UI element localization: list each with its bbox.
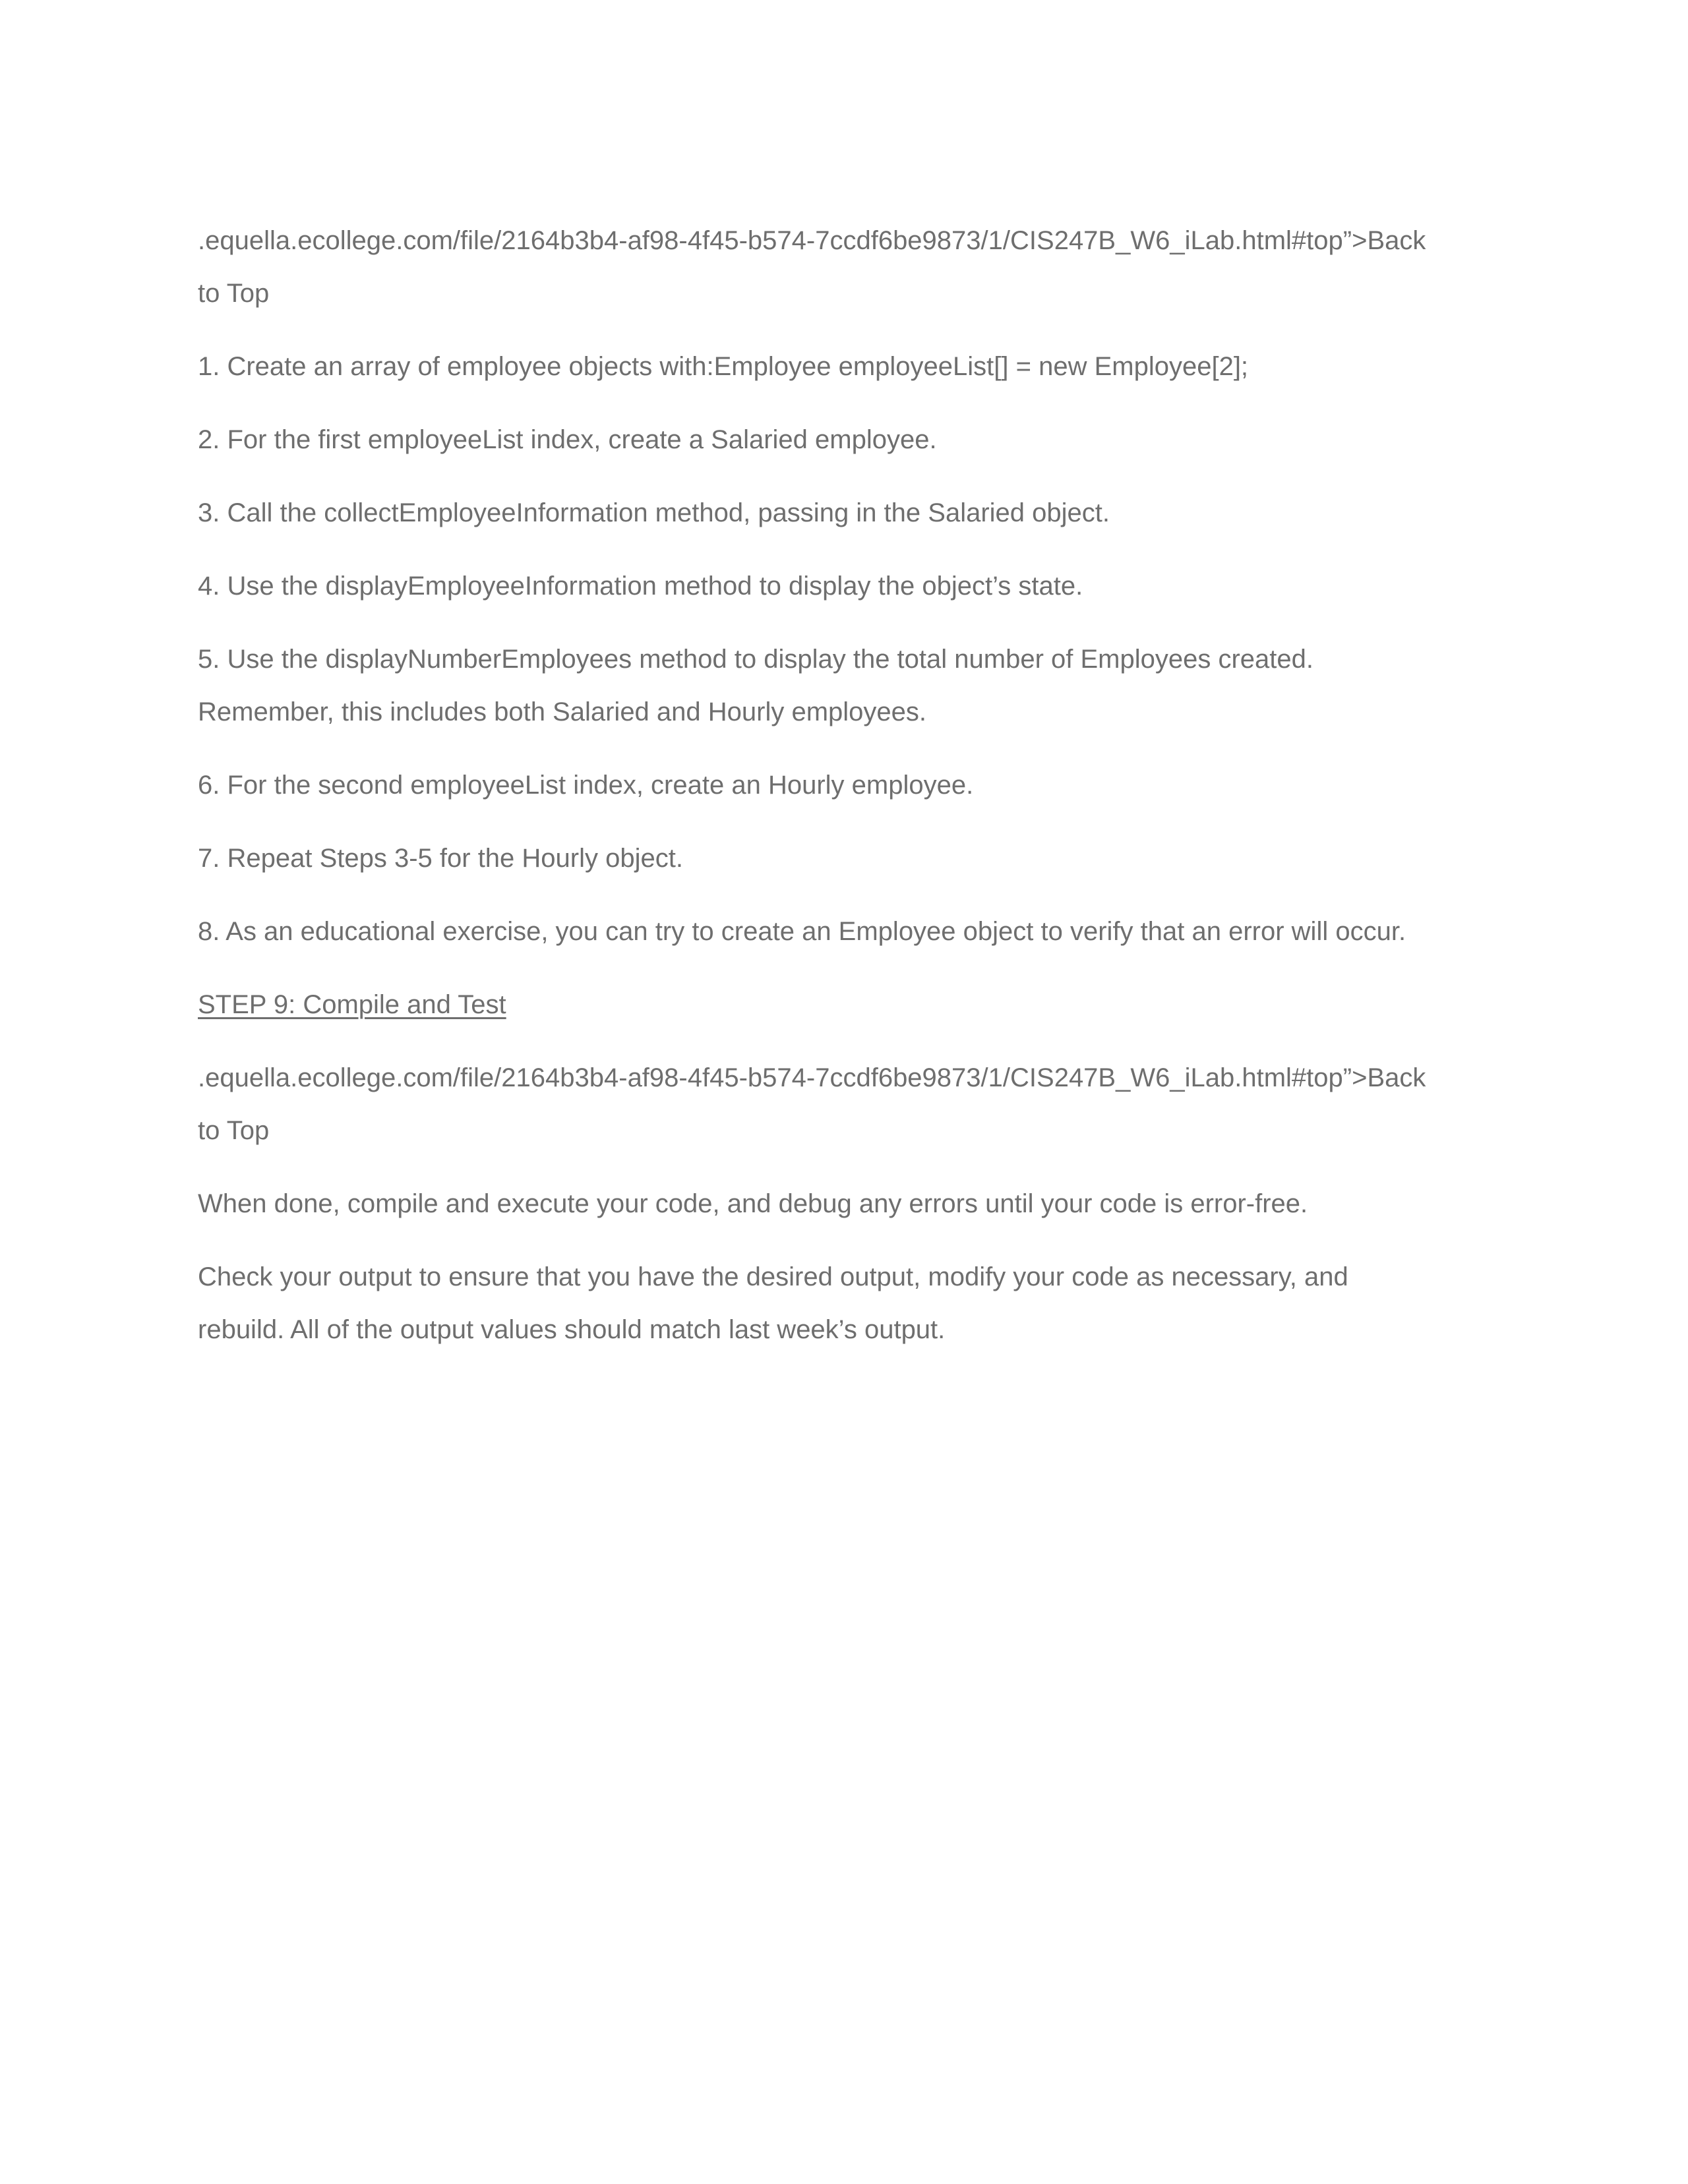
step-5-line-1: 5. Use the displayNumberEmployees method to display the total number of Employees created. [198,645,1313,674]
step-5 [198,633,1490,738]
step-4: 4. Use the displayEmployeeInformation method to display the object’s state. [198,572,1083,601]
back-to-top-link-2[interactable] [198,1051,1490,1157]
step-5-line-2: Remember, this includes both Salaried and Hourly employees. [198,697,927,726]
document-page [198,214,1490,1376]
back-to-top-continuation: to Top [198,279,270,308]
step-1: 1. Create an array of employee objects with:Employee employeeList[] = new Employee[2]; [198,352,1249,381]
back-to-top-url-text: .equella.ecollege.com/file/2164b3b4-af98-4f45-b574-7ccdf6be9873/1/CIS247B_W6_iLab.html#top”>Back [198,1063,1426,1092]
step-6: 6. For the second employeeList index, create an Hourly employee. [198,771,974,800]
back-to-top-continuation: to Top [198,1116,270,1145]
step-9-heading: STEP 9: Compile and Test [198,990,506,1019]
output-check-line-2: rebuild. All of the output values should match last week’s output. [198,1315,946,1344]
output-check-line-1: Check your output to ensure that you have the desired output, modify your code as necessary, and [198,1262,1348,1291]
step-2: 2. For the first employeeList index, create a Salaried employee. [198,425,937,454]
step-3: 3. Call the collectEmployeeInformation method, passing in the Salaried object. [198,498,1110,527]
back-to-top-url-text: .equella.ecollege.com/file/2164b3b4-af98-4f45-b574-7ccdf6be9873/1/CIS247B_W6_iLab.html#top”>Back [198,226,1426,255]
compile-instructions: When done, compile and execute your code, and debug any errors until your code is error-free. [198,1189,1308,1218]
step-7: 7. Repeat Steps 3-5 for the Hourly object. [198,844,683,873]
output-check-instructions [198,1251,1490,1356]
step-8: 8. As an educational exercise, you can try to create an Employee object to verify that an error will occur. [198,917,1406,946]
back-to-top-link-1[interactable] [198,214,1490,320]
